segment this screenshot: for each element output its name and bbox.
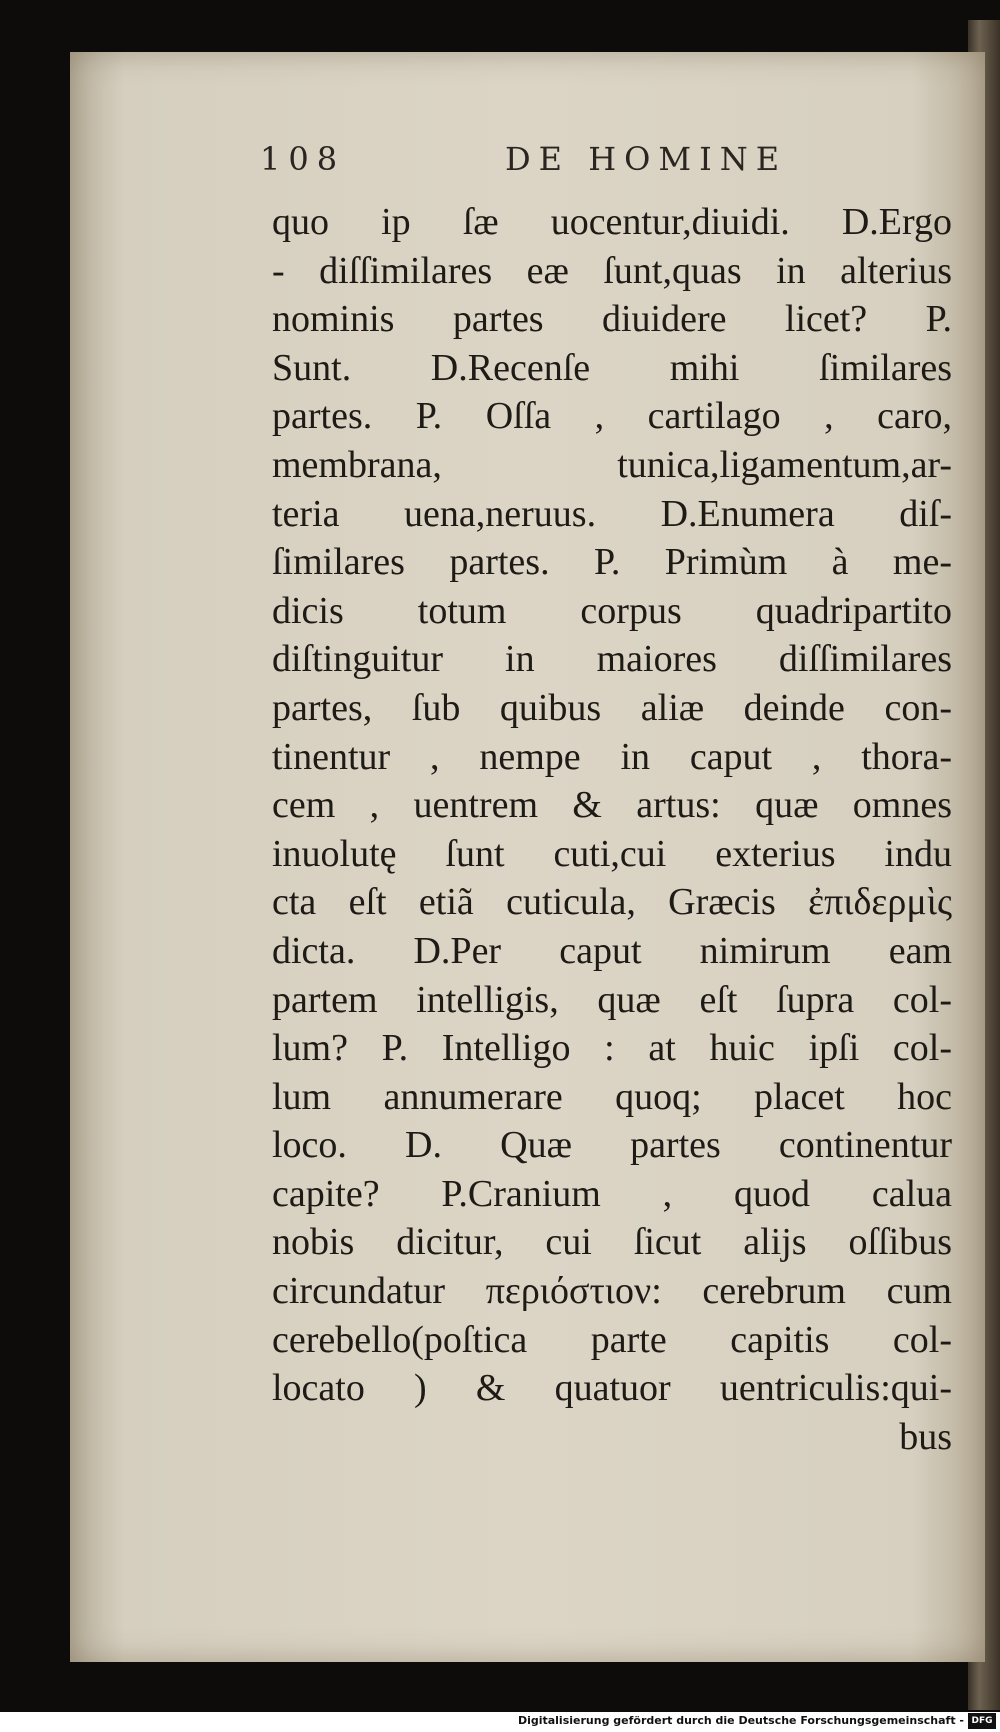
text-line: partes, ſub quibus aliæ deinde con-	[272, 686, 952, 729]
text-line: tinentur , nempe in caput , thora-	[272, 735, 952, 778]
text-line: locato ) & quatuor uentriculis:qui-	[272, 1367, 952, 1410]
text-line: partes. P. Oſſa , cartilago , caro,	[272, 395, 952, 438]
page-number: 108	[260, 140, 346, 178]
text-line: dicis totum corpus quadripartito	[272, 589, 952, 632]
text-line: ſimilares partes. P. Primùm à me-	[272, 541, 952, 584]
text-line: quo ip ſæ uocentur,diuidi. D.Ergo	[272, 201, 952, 243]
text-line: cerebello(poſtica parte capitis col-	[272, 1318, 952, 1361]
text-line: nominis partes diuidere licet? P.	[272, 298, 952, 341]
text-line: bus	[899, 1415, 952, 1458]
page-header	[260, 140, 820, 184]
text-line: diſtinguitur in maiores diſſimilares	[272, 638, 952, 681]
digitization-credit: Digitalisierung gefördert durch die Deutsche Forschungsgemeinschaft -	[517, 1714, 964, 1727]
text-line: circundatur περιόστιον: cerebrum cum	[272, 1270, 952, 1313]
text-line: cta eſt etiã cuticula, Græcis ἐπιδερμὶς	[272, 881, 952, 924]
text-line: loco. D. Quæ partes continentur	[272, 1124, 952, 1167]
text-line: lum annumerare quoq; placet hoc	[272, 1075, 952, 1118]
text-line: inuolutę ſunt cuti,cui exterius indu	[272, 832, 952, 875]
text-line: nobis dicitur, cui ſicut alijs oſſibus	[272, 1221, 952, 1264]
body-text	[272, 198, 952, 1461]
text-line: teria uena,neruus. D.Enumera diſ-	[272, 492, 952, 535]
text-line: cem , uentrem & artus: quæ omnes	[272, 784, 952, 827]
text-line: Sunt. D.Recenſe mihi ſimilares	[272, 346, 952, 389]
text-line: membrana, tunica,ligamentum,ar-	[272, 443, 952, 486]
text-line: - diſſimilares eæ ſunt,quas in alterius	[272, 249, 952, 292]
text-line: dicta. D.Per caput nimirum eam	[272, 929, 952, 972]
running-title: DE HOMINE	[505, 140, 788, 178]
text-line: partem intelligis, quæ eſt ſupra col-	[272, 978, 952, 1021]
text-line: capite? P.Cranium , quod calua	[272, 1172, 952, 1215]
text-line: lum? P. Intelligo : at huic ipſi col-	[272, 1027, 952, 1070]
dfg-logo: DFG	[968, 1713, 996, 1729]
